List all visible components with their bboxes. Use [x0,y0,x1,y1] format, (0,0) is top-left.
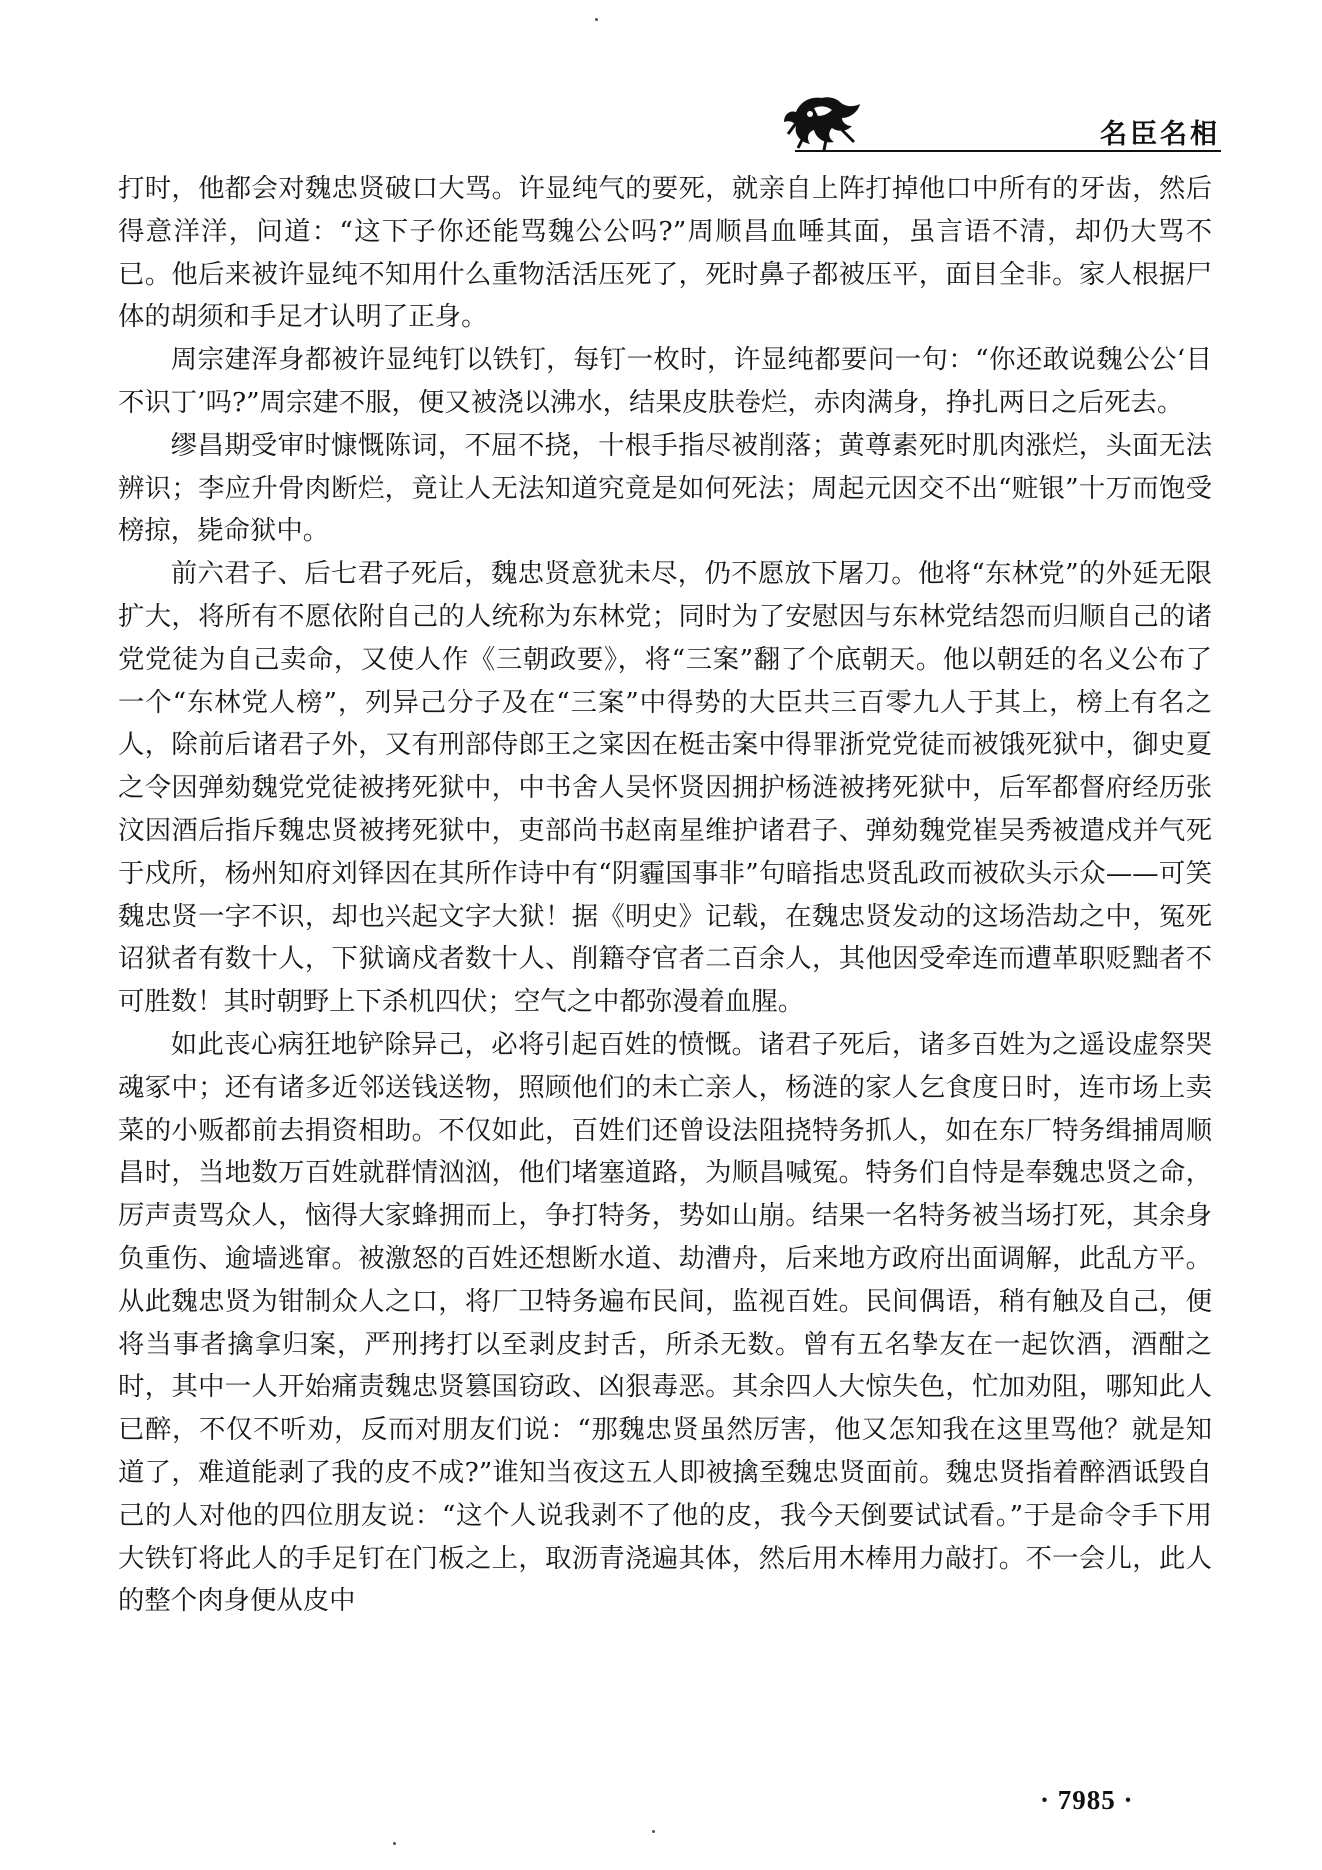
header-rule [795,150,1221,152]
paragraph: 打时，他都会对魏忠贤破口大骂。许显纯气的要死，就亲自上阵打掉他口中所有的牙齿，然后得意洋洋，问道：“这下子你还能骂魏公公吗?”周顺昌血唾其面，虽言语不清，却仍大骂不已。他后来被许显纯不知用什么重物活活压死了，死时鼻子都被压平，面目全非。家人根据尸体的胡须和手足才认明了正身。 [118,173,1212,333]
paragraph: 周宗建浑身都被许显纯钉以铁钉，每钉一枚时，许显纯都要问一句：“你还敢说魏公公‘目不识丁’吗?”周宗建不服，便又被浇以沸水，结果皮肤卷烂，赤肉满身，挣扎两日之后死去。 [118,344,1212,418]
paragraph: 缪昌期受审时慷慨陈词，不屈不挠，十根手指尽被削落；黄尊素死时肌肉涨烂，头面无法辨识；李应升骨肉断烂，竟让人无法知道究竟是如何死法；周起元因交不出“赃银”十万而饱受榜掠，毙命狱中。 [118,429,1212,547]
running-title: 名臣名相 [1100,119,1220,150]
dragon-emblem-icon [780,90,864,152]
paragraph: 如此丧心病狂地铲除异己，必将引起百姓的愤慨。诸君子死后，诸多百姓为之遥设虚祭哭魂冢中；还有诸多近邻送钱送物，照顾他们的未亡亲人，杨涟的家人乞食度日时，连市场上卖菜的小贩都前去捐资相助。不仅如此，百姓们还曾设法阻挠特务抓人，如在东厂特务缉捕周顺昌时，当地数万百姓就群情汹汹，他们堵塞道路，为顺昌喊冤。特务们自恃是奉魏忠贤之命，厉声责骂众人，恼得大家蜂拥而上，争打特务，势如山崩。结果一名特务被当场打死，其余身负重伤、逾墙逃窜。被激怒的百姓还想断水道、劫漕舟，后来地方政府出面调解，此乱方平。从此魏忠贤为钳制众人之口，将厂卫特务遍布民间，监视百姓。民间偶语，稍有触及自己，便将当事者擒拿归案，严刑拷打以至剥皮封舌，所杀无数。曾有五名挚友在一起饮酒，酒酣之时，其中一人开始痛责魏忠贤篡国窃政、凶狠毒恶。其余四人大惊失色，忙加劝阻，哪知此人已醉，不仅不听劝，反而对朋友们说：“那魏忠贤虽然厉害，他又怎知我在这里骂他？就是知道了，难道能剥了我的皮不成?”谁知当夜这五人即被擒至魏忠贤面前。魏忠贤指着醉酒诋毁自己的人对他的四位朋友说：“这个人说我剥不了他的皮，我今天倒要试试看。”于是命令手下用大铁钉将此人的手足钉在门板之上，取沥青浇遍其体，然后用木棒用力敲打。不一会儿，此人的整个肉身便从皮中 [118,1028,1212,1617]
page-number: · 7985 · [1040,1785,1134,1815]
scan-speck [393,1842,396,1845]
scan-speck [595,18,598,21]
body-text [118,168,1212,1623]
scan-speck [652,1830,655,1833]
paragraph: 前六君子、后七君子死后，魏忠贤意犹未尽，仍不愿放下屠刀。他将“东林党”的外延无限扩大，将所有不愿依附自己的人统称为东林党；同时为了安慰因与东林党结怨而归顺自己的诸党党徒为自己卖命，又使人作《三朝政要》，将“三案”翻了个底朝天。他以朝廷的名义公布了一个“东林党人榜”，列异己分子及在“三案”中得势的大臣共三百零九人于其上，榜上有名之人，除前后诸君子外，又有刑部侍郎王之寀因在梃击案中得罪浙党党徒而被饿死狱中，御史夏之令因弹劾魏党党徒被拷死狱中，中书舍人吴怀贤因拥护杨涟被拷死狱中，后军都督府经历张汶因酒后指斥魏忠贤被拷死狱中，吏部尚书赵南星维护诸君子、弹劾魏党崔吴秀被遣戍并气死于戍所，杨州知府刘铎因在其所作诗中有“阴霾国事非”句暗指忠贤乱政而被砍头示众——可笑魏忠贤一字不识，却也兴起文字大狱！据《明史》记载，在魏忠贤发动的这场浩劫之中，冤死诏狱者有数十人，下狱谪戍者数十人、削籍夺官者二百余人，其他因受牵连而遭革职贬黜者不可胜数！其时朝野上下杀机四伏；空气之中都弥漫着血腥。 [118,558,1212,1018]
